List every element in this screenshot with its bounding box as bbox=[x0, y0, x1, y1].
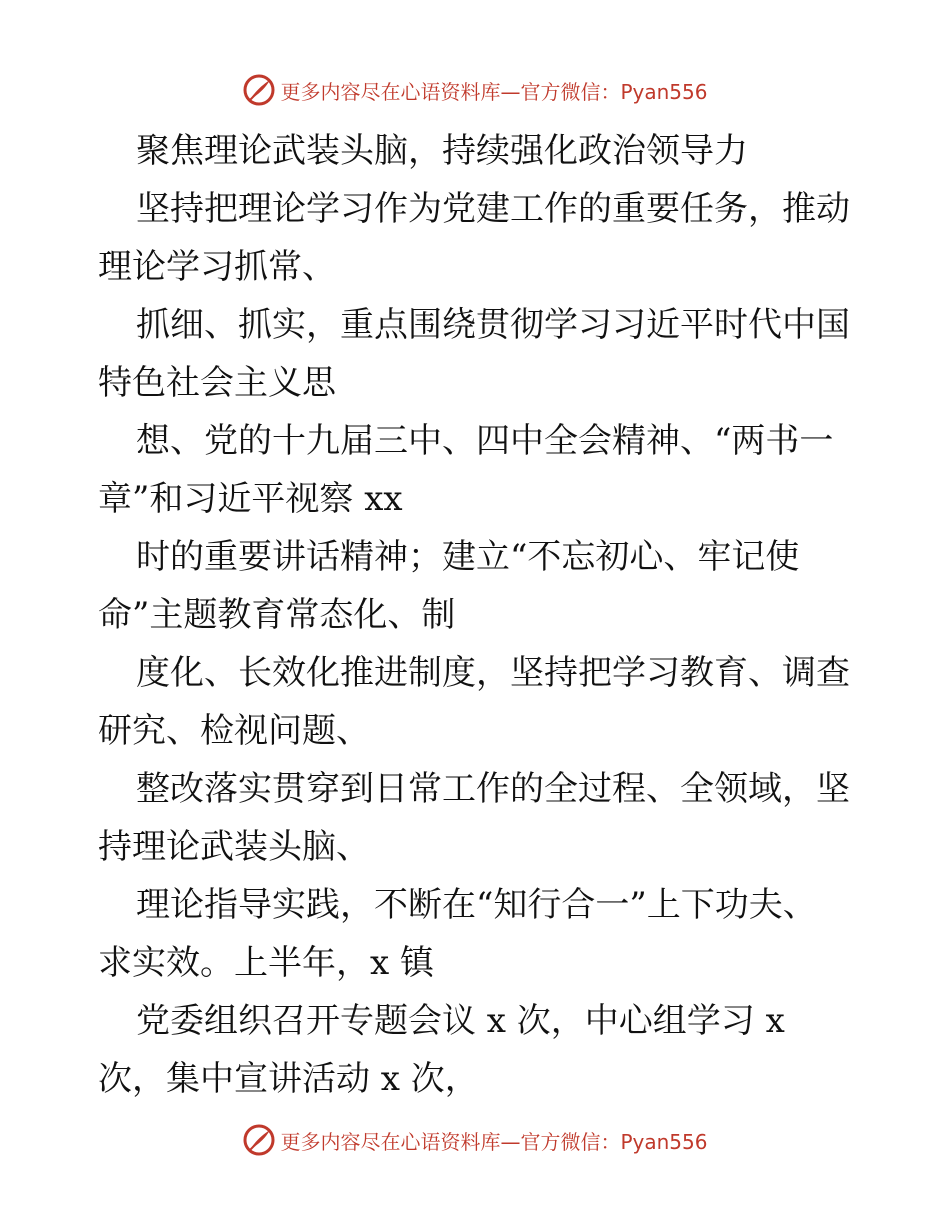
text-line: 想、党的十九届三中、四中全会精神、“两书一 bbox=[136, 421, 834, 461]
feather-pen-logo-icon bbox=[242, 73, 276, 107]
text-line: 抓细、抓实，重点围绕贯彻学习习近平时代中国 bbox=[136, 305, 850, 345]
text-line: 聚焦理论武装头脑，持续强化政治领导力 bbox=[136, 131, 748, 171]
text-line: 整改落实贯穿到日常工作的全过程、全领域，坚 bbox=[136, 769, 850, 809]
footer-banner bbox=[0, 1120, 950, 1160]
text-line: 时的重要讲话精神；建立“不忘初心、牢记使 bbox=[136, 537, 800, 577]
text-line: 理论学习抓常、 bbox=[98, 247, 336, 287]
text-line: 度化、长效化推进制度，坚持把学习教育、调查 bbox=[136, 653, 850, 693]
text-line: 理论指导实践，不断在“知行合一”上下功夫、 bbox=[136, 885, 817, 925]
banner-text: 更多内容尽在心语资料库—官方微信：Pyan556 bbox=[280, 1129, 708, 1154]
feather-pen-logo-icon bbox=[242, 1123, 276, 1157]
text-line: 次，集中宣讲活动 x 次， bbox=[98, 1059, 479, 1099]
text-line: 命”主题教育常态化、制 bbox=[98, 595, 456, 635]
text-line: 特色社会主义思 bbox=[98, 363, 336, 403]
text-line: 章”和习近平视察 xx bbox=[98, 479, 403, 519]
text-line: 坚持把理论学习作为党建工作的重要任务，推动 bbox=[136, 189, 850, 229]
text-line: 持理论武装头脑、 bbox=[98, 827, 370, 867]
header-banner bbox=[0, 70, 950, 110]
banner-text: 更多内容尽在心语资料库—官方微信：Pyan556 bbox=[280, 79, 708, 104]
text-line: 求实效。上半年，x 镇 bbox=[98, 943, 434, 983]
text-line: 党委组织召开专题会议 x 次，中心组学习 x bbox=[136, 1001, 785, 1041]
text-line: 研究、检视问题、 bbox=[98, 711, 370, 751]
document-body bbox=[98, 122, 868, 1108]
